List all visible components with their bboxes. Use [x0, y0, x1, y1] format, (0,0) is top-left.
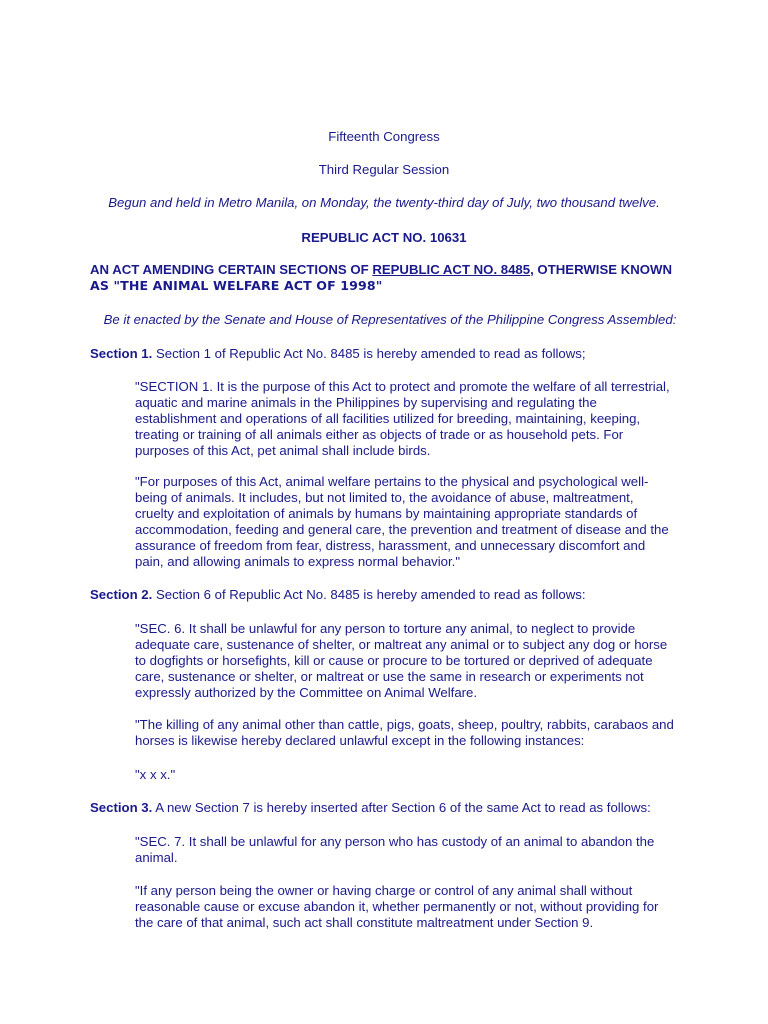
title-line2: AS "THE ANIMAL WELFARE ACT OF 1998": [90, 278, 383, 293]
section-2: [90, 587, 690, 603]
section-3-quote-2: "If any person being the owner or having charge or control of any animal shall without reasonable cause or excuse abandon it, whether permanently or not, without providing for the care of that animal, such act shall constitute maltreatment under Section 9.: [135, 883, 659, 930]
section-2-quote-1: "SEC. 6. It shall be unlawful for any person to torture any animal, to neglect to provide adequate care, sustenance of shelter, or maltreat any animal or to subject any dog or horse to dogfights or horsefights, kill or cause or procure to be tortured or deprived of adequate care, sustenance or shelter, or maltreat or use the same in research or experiments not expressly authorized by the Committee on Animal Welfare.: [135, 621, 668, 700]
section-text: A new Section 7 is hereby inserted after Section 6 of the same Act to read as follows:: [152, 800, 651, 815]
title-prefix: AN ACT AMENDING CERTAIN SECTIONS OF: [90, 262, 373, 277]
section-3-quote-1: "SEC. 7. It shall be unlawful for any person who has custody of an animal to abandon the animal.: [135, 834, 655, 865]
section-text: Section 6 of Republic Act No. 8485 is hereby amended to read as follows:: [152, 587, 586, 602]
begun-statement: Begun and held in Metro Manila, on Monday, the twenty-third day of July, two thousand twelve.: [108, 195, 660, 210]
section-1: [90, 346, 690, 362]
section-2-quote-2: "The killing of any animal other than cattle, pigs, goats, sheep, poultry, rabbits, carabaos and horses is likewise hereby declared unlawful except in the following instances:: [135, 717, 674, 748]
section-label: Section 2.: [90, 587, 153, 602]
republic-act-8485-link[interactable]: REPUBLIC ACT NO. 8485: [372, 262, 531, 277]
act-number: REPUBLIC ACT NO. 10631: [301, 230, 467, 245]
enacting-clause: Be it enacted by the Senate and House of Representatives of the Philippine Congress Assembled:: [103, 312, 677, 327]
section-1-quote-2: "For purposes of this Act, animal welfare pertains to the physical and psychological well-being of animals. It includes, but not limited to, the avoidance of abuse, maltreatment, cruelty and exploitation of animals by humans by maintaining appropriate standards of accommodation, feeding and general care, the prevention and treatment of disease and the assurance of freedom from fear, distress, harassment, and unnecessary discomfort and pain, and allowing animals to express normal behavior.": [135, 474, 669, 569]
session-heading: Third Regular Session: [318, 162, 450, 177]
section-3: [90, 800, 690, 816]
section-label: Section 3.: [90, 800, 153, 815]
section-2-quote-3: "x x x.": [135, 767, 176, 782]
title-suffix: , OTHERWISE KNOWN: [530, 262, 672, 277]
section-label: Section 1.: [90, 346, 153, 361]
section-text: Section 1 of Republic Act No. 8485 is hereby amended to read as follows;: [152, 346, 586, 361]
congress-heading: Fifteenth Congress: [328, 129, 440, 144]
act-title: [90, 262, 690, 294]
section-1-quote-1: "SECTION 1. It is the purpose of this Act to protect and promote the welfare of all terrestrial, aquatic and marine animals in the Philippines by supervising and regulating the establishment and operations of all facilities utilized for breeding, maintaining, keeping, treating or training of all animals either as objects of trade or as household pets. For purposes of this Act, pet animal shall include birds.: [135, 379, 670, 458]
